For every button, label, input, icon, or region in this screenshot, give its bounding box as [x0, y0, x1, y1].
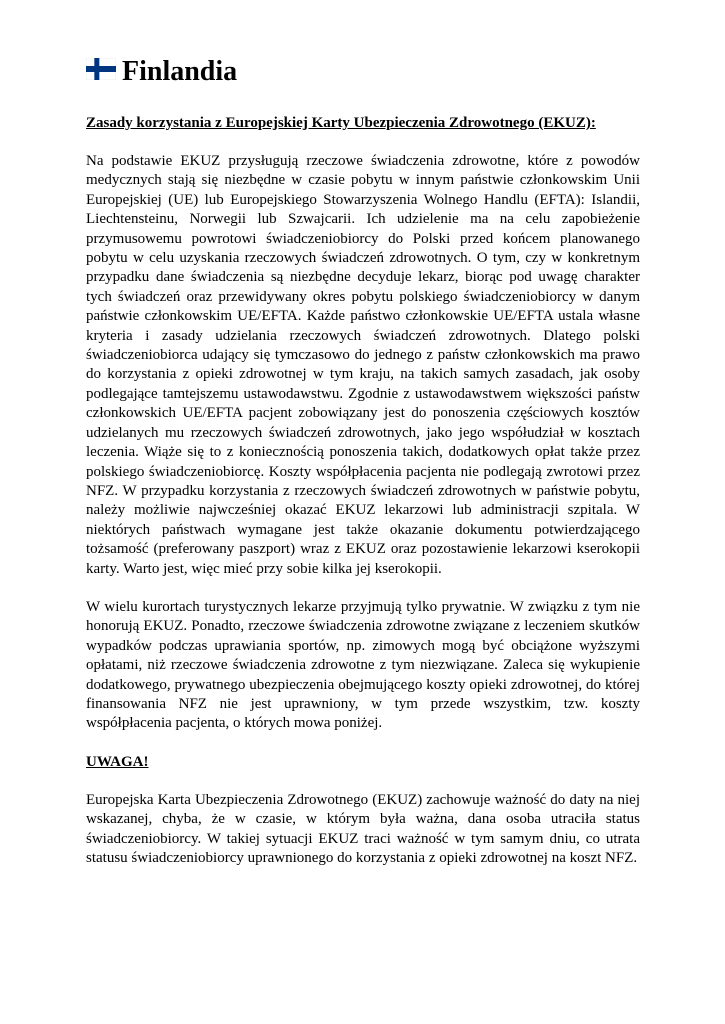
page-title: Finlandia	[122, 56, 238, 87]
paragraph-ekuz-rules: Na podstawie EKUZ przysługują rzeczowe świadczenia zdrowotne, które z powodów medycznych stają się niezbędne w czasie pobytu w innym państwie członkowskim Unii Europejskiej (UE) lub Europejskiego Stowarzyszenia Wolnego Handlu (EFTA): Islandii, Liechtensteinu, Norwegii lub Szwajcarii. Ich udzielenie ma na celu zapobieżenie przymusowemu powrotowi świadczeniobiorcy do Polski przed końcem planowanego pobytu w celu uzyskania rzeczowych świadczeń zdrowotnych. O tym, czy w konkretnym przypadku dane świadczenia są niezbędne decyduje lekarz, biorąc pod uwagę charakter tych świadczeń oraz przewidywany okres pobytu polskiego świadczeniobiorcy w danym państwie członkowskim UE/EFTA. Każde państwo członkowskie UE/EFTA ustala własne kryteria i zasady udzielania rzeczowych świadczeń zdrowotnych. Dlatego polski świadczeniobiorca udający się tymczasowo do jednego z państw członkowskich ma prawo do korzystania z opieki zdrowotnej w tym kraju, na takich samych zasadach, jak osoby podlegające tamtejszemu ustawodawstwu. Zgodnie z ustawodawstwem większości państw członkowskich UE/EFTA pacjent zobowiązany jest do ponoszenia częściowych kosztów udzielanych mu rzeczowych świadczeń zdrowotnych, jako jego współudział w kosztach leczenia. Wiąże się to z koniecznością ponoszenia takich, dodatkowych opłat także przez polskiego świadczeniobiorcę. Koszty współpłacenia pacjenta nie podlegają zwrotowi przez NFZ. W przypadku korzystania z rzeczowych świadczeń zdrowotnych w państwie pobytu, należy możliwie najwcześniej okazać EKUZ lekarzowi lub administracji szpitala. W niektórych państwach wymagane jest także okazanie dokumentu potwierdzającego tożsamość (preferowany paszport) wraz z EKUZ oraz pozostawienie lekarzowi kserokopii karty. Warto jest, więc mieć przy sobie kilka jej kserokopii.	[86, 153, 640, 577]
finland-flag-icon	[86, 58, 116, 80]
section-heading: Zasady korzystania z Europejskiej Karty Ubezpieczenia Zdrowotnego (EKUZ):	[86, 115, 596, 131]
paragraph-resorts: W wielu kurortach turystycznych lekarze przyjmują tylko prywatnie. W związku z tym nie honorują EKUZ. Ponadto, rzeczowe świadczenia zdrowotne związane z leczeniem skutków wypadków podczas uprawiania sportów, np. zimowych mogą być obciążone wyższymi opłatami, niż rzeczowe świadczenia zdrowotne z tym niezwiązane. Zaleca się wykupienie dodatkowego, prywatnego ubezpieczenia obejmującego koszty opieki zdrowotnej, do której finansowania NFZ nie jest uprawniony, w tym przede wszystkim, tzw. koszty współpłacenia pacjenta, o których mowa poniżej.	[86, 598, 640, 732]
paragraph-validity: Europejska Karta Ubezpieczenia Zdrowotnego (EKUZ) zachowuje ważność do daty na niej wskazanej, chyba, że w czasie, w którym była ważna, dana osoba utraciła status świadczeniobiorcy. W takiej sytuacji EKUZ traci ważność w tym samym dniu, co utrata statusu świadczeniobiorcy uprawnionego do korzystania z opieki zdrowotnej na koszt NFZ.	[86, 791, 640, 866]
title-row	[86, 52, 640, 88]
document-page	[86, 52, 640, 887]
warning-label: UWAGA!	[86, 753, 149, 770]
